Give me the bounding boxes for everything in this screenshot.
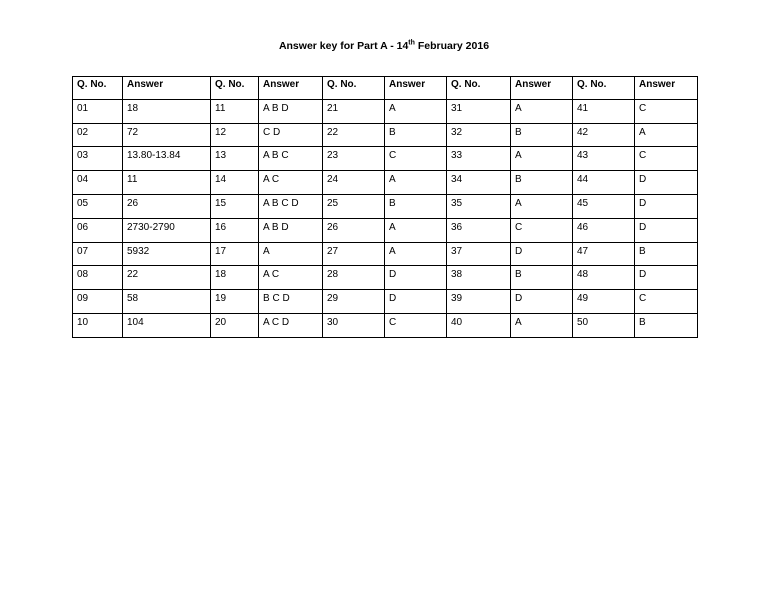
cell-qno-3: 22 xyxy=(323,123,385,147)
cell-qno-4: 36 xyxy=(447,218,511,242)
cell-qno-2: 16 xyxy=(211,218,259,242)
cell-qno-5: 47 xyxy=(573,242,635,266)
cell-answer-5: C xyxy=(635,147,698,171)
cell-answer-2: A C D xyxy=(259,313,323,337)
title-ordinal-suffix: th xyxy=(408,39,415,47)
cell-qno-5: 42 xyxy=(573,123,635,147)
cell-qno-4: 31 xyxy=(447,99,511,123)
header-answer-2: Answer xyxy=(259,77,323,100)
title-date-rest: February 2016 xyxy=(414,40,490,52)
cell-answer-1: 22 xyxy=(123,266,211,290)
cell-answer-3: C xyxy=(385,147,447,171)
cell-answer-5: A xyxy=(635,123,698,147)
cell-answer-5: C xyxy=(635,290,698,314)
cell-qno-1: 01 xyxy=(73,99,123,123)
cell-answer-1: 18 xyxy=(123,99,211,123)
cell-qno-5: 45 xyxy=(573,194,635,218)
header-qno-3: Q. No. xyxy=(323,77,385,100)
cell-qno-4: 38 xyxy=(447,266,511,290)
cell-qno-5: 44 xyxy=(573,171,635,195)
cell-answer-2: A C xyxy=(259,171,323,195)
cell-answer-3: D xyxy=(385,290,447,314)
cell-qno-1: 03 xyxy=(73,147,123,171)
cell-answer-1: 58 xyxy=(123,290,211,314)
cell-qno-1: 10 xyxy=(73,313,123,337)
header-answer-3: Answer xyxy=(385,77,447,100)
cell-answer-4: D xyxy=(511,290,573,314)
cell-answer-5: B xyxy=(635,242,698,266)
cell-answer-2: A B C D xyxy=(259,194,323,218)
cell-answer-4: D xyxy=(511,242,573,266)
cell-qno-4: 34 xyxy=(447,171,511,195)
cell-answer-3: A xyxy=(385,242,447,266)
cell-qno-2: 15 xyxy=(211,194,259,218)
cell-qno-5: 50 xyxy=(573,313,635,337)
cell-qno-2: 14 xyxy=(211,171,259,195)
cell-answer-4: B xyxy=(511,266,573,290)
cell-qno-4: 37 xyxy=(447,242,511,266)
cell-answer-3: B xyxy=(385,194,447,218)
cell-answer-5: D xyxy=(635,171,698,195)
table-row xyxy=(73,242,698,266)
table-row xyxy=(73,194,698,218)
table-row xyxy=(73,99,698,123)
header-qno-1: Q. No. xyxy=(73,77,123,100)
cell-answer-4: C xyxy=(511,218,573,242)
cell-answer-1: 72 xyxy=(123,123,211,147)
cell-qno-3: 28 xyxy=(323,266,385,290)
table-row xyxy=(73,171,698,195)
cell-qno-2: 17 xyxy=(211,242,259,266)
cell-qno-1: 04 xyxy=(73,171,123,195)
table-body xyxy=(73,99,698,337)
cell-qno-1: 09 xyxy=(73,290,123,314)
cell-qno-3: 25 xyxy=(323,194,385,218)
cell-answer-3: B xyxy=(385,123,447,147)
cell-answer-3: A xyxy=(385,99,447,123)
cell-qno-5: 41 xyxy=(573,99,635,123)
table-row xyxy=(73,266,698,290)
cell-answer-2: A C xyxy=(259,266,323,290)
cell-qno-3: 29 xyxy=(323,290,385,314)
cell-answer-5: D xyxy=(635,194,698,218)
cell-qno-2: 18 xyxy=(211,266,259,290)
cell-answer-2: C D xyxy=(259,123,323,147)
cell-qno-4: 39 xyxy=(447,290,511,314)
table-row xyxy=(73,123,698,147)
cell-answer-4: A xyxy=(511,147,573,171)
table-row xyxy=(73,218,698,242)
cell-qno-4: 33 xyxy=(447,147,511,171)
cell-qno-3: 24 xyxy=(323,171,385,195)
cell-answer-2: A B D xyxy=(259,99,323,123)
cell-answer-3: A xyxy=(385,218,447,242)
header-qno-5: Q. No. xyxy=(573,77,635,100)
cell-qno-5: 43 xyxy=(573,147,635,171)
cell-qno-3: 23 xyxy=(323,147,385,171)
cell-qno-2: 20 xyxy=(211,313,259,337)
cell-answer-4: A xyxy=(511,99,573,123)
header-qno-4: Q. No. xyxy=(447,77,511,100)
cell-answer-4: A xyxy=(511,313,573,337)
cell-qno-4: 40 xyxy=(447,313,511,337)
cell-qno-1: 05 xyxy=(73,194,123,218)
title-main: Answer key for Part A - 14 xyxy=(278,40,409,52)
cell-answer-3: D xyxy=(385,266,447,290)
cell-qno-4: 35 xyxy=(447,194,511,218)
table-row xyxy=(73,290,698,314)
cell-answer-1: 104 xyxy=(123,313,211,337)
cell-qno-5: 49 xyxy=(573,290,635,314)
cell-qno-5: 46 xyxy=(573,218,635,242)
cell-answer-4: B xyxy=(511,171,573,195)
cell-answer-5: D xyxy=(635,266,698,290)
table-row xyxy=(73,147,698,171)
header-answer-4: Answer xyxy=(511,77,573,100)
answer-key-table xyxy=(72,76,698,338)
cell-answer-2: B C D xyxy=(259,290,323,314)
cell-qno-3: 30 xyxy=(323,313,385,337)
cell-answer-2: A B D xyxy=(259,218,323,242)
document-title xyxy=(0,40,768,52)
cell-qno-4: 32 xyxy=(447,123,511,147)
header-qno-2: Q. No. xyxy=(211,77,259,100)
cell-qno-2: 19 xyxy=(211,290,259,314)
cell-answer-1: 2730-2790 xyxy=(123,218,211,242)
cell-qno-3: 21 xyxy=(323,99,385,123)
cell-answer-3: A xyxy=(385,171,447,195)
cell-qno-3: 27 xyxy=(323,242,385,266)
cell-answer-5: B xyxy=(635,313,698,337)
cell-qno-1: 02 xyxy=(73,123,123,147)
table-header-row xyxy=(73,77,698,100)
cell-qno-1: 06 xyxy=(73,218,123,242)
cell-answer-5: D xyxy=(635,218,698,242)
cell-answer-4: A xyxy=(511,194,573,218)
cell-qno-2: 13 xyxy=(211,147,259,171)
cell-answer-1: 26 xyxy=(123,194,211,218)
cell-answer-1: 11 xyxy=(123,171,211,195)
cell-answer-1: 13.80-13.84 xyxy=(123,147,211,171)
header-answer-1: Answer xyxy=(123,77,211,100)
table-row xyxy=(73,313,698,337)
header-answer-5: Answer xyxy=(635,77,698,100)
cell-qno-2: 11 xyxy=(211,99,259,123)
cell-qno-2: 12 xyxy=(211,123,259,147)
cell-answer-3: C xyxy=(385,313,447,337)
cell-answer-1: 5932 xyxy=(123,242,211,266)
cell-qno-5: 48 xyxy=(573,266,635,290)
cell-answer-4: B xyxy=(511,123,573,147)
cell-answer-2: A B C xyxy=(259,147,323,171)
cell-answer-2: A xyxy=(259,242,323,266)
cell-qno-3: 26 xyxy=(323,218,385,242)
cell-answer-5: C xyxy=(635,99,698,123)
cell-qno-1: 08 xyxy=(73,266,123,290)
cell-qno-1: 07 xyxy=(73,242,123,266)
